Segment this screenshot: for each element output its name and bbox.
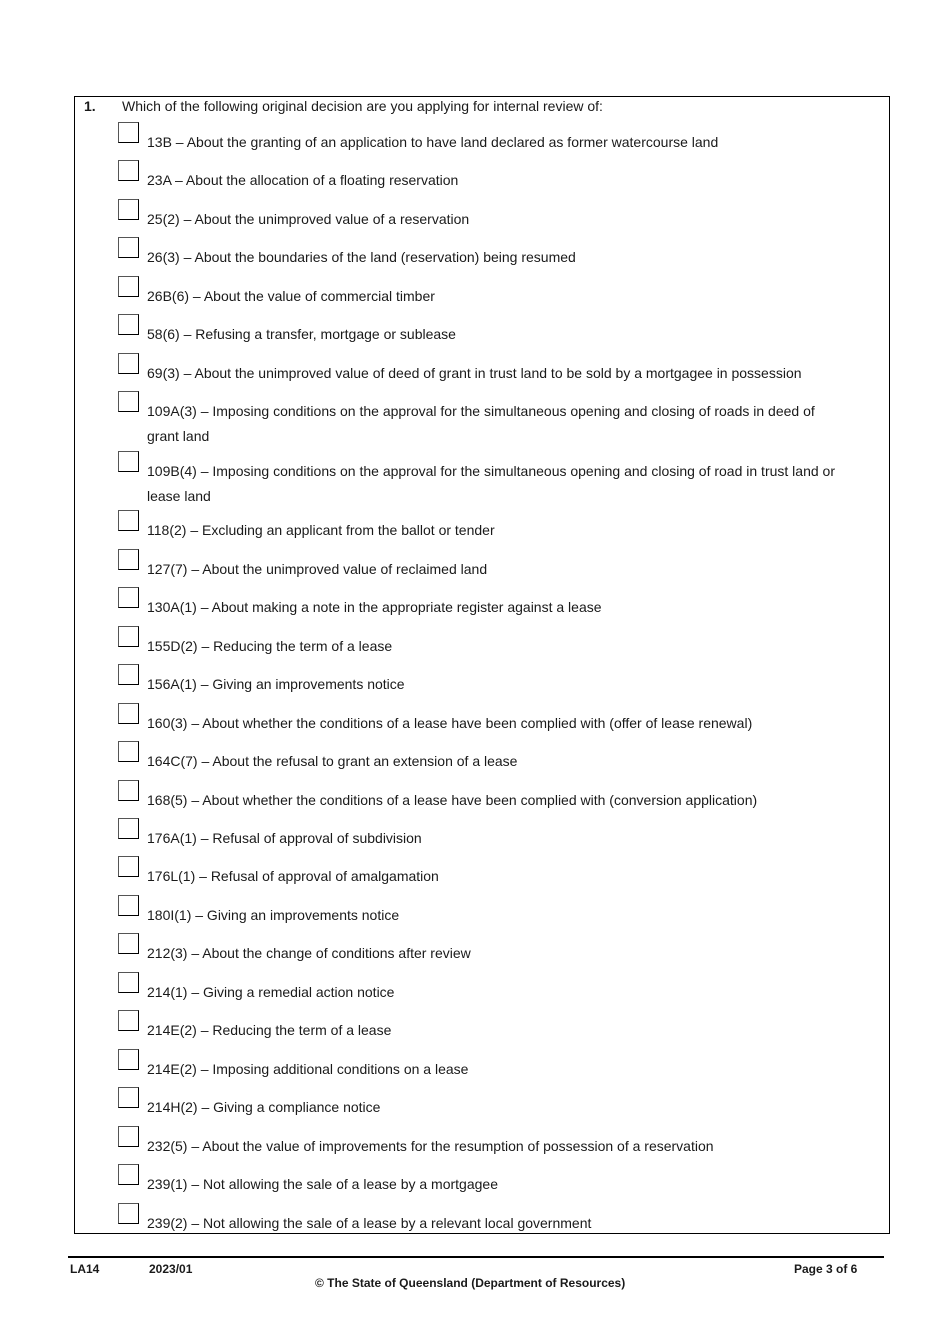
option-label: 214E(2) – Imposing additional conditions on a lease <box>147 1061 469 1077</box>
option-label: 130A(1) – About making a note in the appropriate register against a lease <box>147 599 602 615</box>
option-label: 23A – About the allocation of a floating reservation <box>147 172 459 188</box>
option-label: 109B(4) – Imposing conditions on the approval for the simultaneous opening and closing of road in trust land or lease land <box>147 463 835 504</box>
option-label: 164C(7) – About the refusal to grant an extension of a lease <box>147 753 518 769</box>
option-label: 214E(2) – Reducing the term of a lease <box>147 1022 392 1038</box>
checkbox[interactable] <box>118 1049 139 1070</box>
footer-version: 2023/01 <box>149 1262 193 1276</box>
footer-copyright: © The State of Queensland (Department of Resources) <box>315 1276 626 1290</box>
checkbox[interactable] <box>118 314 139 335</box>
checkbox[interactable] <box>118 818 139 839</box>
option-label: 180I(1) – Giving an improvements notice <box>147 907 400 923</box>
checkbox[interactable] <box>118 664 139 685</box>
option-label: 214(1) – Giving a remedial action notice <box>147 984 395 1000</box>
option-label: 155D(2) – Reducing the term of a lease <box>147 638 393 654</box>
checkbox[interactable] <box>118 391 139 412</box>
option-label: 13B – About the granting of an application to have land declared as former watercourse land <box>147 134 719 150</box>
option-label: 239(1) – Not allowing the sale of a lease by a mortgagee <box>147 1176 498 1192</box>
checkbox[interactable] <box>118 122 139 143</box>
option-label: 214H(2) – Giving a compliance notice <box>147 1099 381 1115</box>
checkbox[interactable] <box>118 933 139 954</box>
option-label: 176L(1) – Refusal of approval of amalgamation <box>147 868 439 884</box>
option-label: 69(3) – About the unimproved value of deed of grant in trust land to be sold by a mortgagee in possession <box>147 365 802 381</box>
footer-form-code: LA14 <box>70 1262 100 1276</box>
option-label: 127(7) – About the unimproved value of reclaimed land <box>147 561 488 577</box>
checkbox[interactable] <box>118 199 139 220</box>
footer-divider <box>68 1256 884 1258</box>
question-text: Which of the following original decision are you applying for internal review of: <box>122 98 603 114</box>
checkbox[interactable] <box>118 587 139 608</box>
question-number: 1. <box>84 98 96 114</box>
option-label: 118(2) – Excluding an applicant from the ballot or tender <box>147 522 495 538</box>
option-label: 168(5) – About whether the conditions of a lease have been complied with (conversion application) <box>147 792 758 808</box>
option-label: 156A(1) – Giving an improvements notice <box>147 676 405 692</box>
checkbox[interactable] <box>118 1126 139 1147</box>
checkbox[interactable] <box>118 451 139 472</box>
option-label: 109A(3) – Imposing conditions on the approval for the simultaneous opening and closing of roads in deed of grant land <box>147 403 815 444</box>
option-label: 176A(1) – Refusal of approval of subdivision <box>147 830 422 846</box>
footer-page-number: Page 3 of 6 <box>794 1262 858 1276</box>
option-label: 212(3) – About the change of conditions after review <box>147 945 471 961</box>
checkbox[interactable] <box>118 741 139 762</box>
checkbox[interactable] <box>118 1010 139 1031</box>
checkbox[interactable] <box>118 626 139 647</box>
checkbox[interactable] <box>118 972 139 993</box>
option-label: 160(3) – About whether the conditions of a lease have been complied with (offer of lease renewal) <box>147 715 753 731</box>
checkbox[interactable] <box>118 703 139 724</box>
checkbox[interactable] <box>118 856 139 877</box>
checkbox[interactable] <box>118 160 139 181</box>
checkbox[interactable] <box>118 353 139 374</box>
option-label: 58(6) – Refusing a transfer, mortgage or sublease <box>147 326 456 342</box>
checkbox[interactable] <box>118 549 139 570</box>
checkbox[interactable] <box>118 1164 139 1185</box>
checkbox[interactable] <box>118 510 139 531</box>
checkbox[interactable] <box>118 1203 139 1224</box>
option-label: 25(2) – About the unimproved value of a reservation <box>147 211 470 227</box>
checkbox[interactable] <box>118 1087 139 1108</box>
checkbox[interactable] <box>118 276 139 297</box>
checkbox[interactable] <box>118 780 139 801</box>
option-label: 232(5) – About the value of improvements for the resumption of possession of a reservation <box>147 1138 714 1154</box>
option-label: 26(3) – About the boundaries of the land (reservation) being resumed <box>147 249 576 265</box>
option-label: 26B(6) – About the value of commercial timber <box>147 288 435 304</box>
checkbox[interactable] <box>118 895 139 916</box>
option-label: 239(2) – Not allowing the sale of a lease by a relevant local government <box>147 1215 592 1231</box>
checkbox[interactable] <box>118 237 139 258</box>
